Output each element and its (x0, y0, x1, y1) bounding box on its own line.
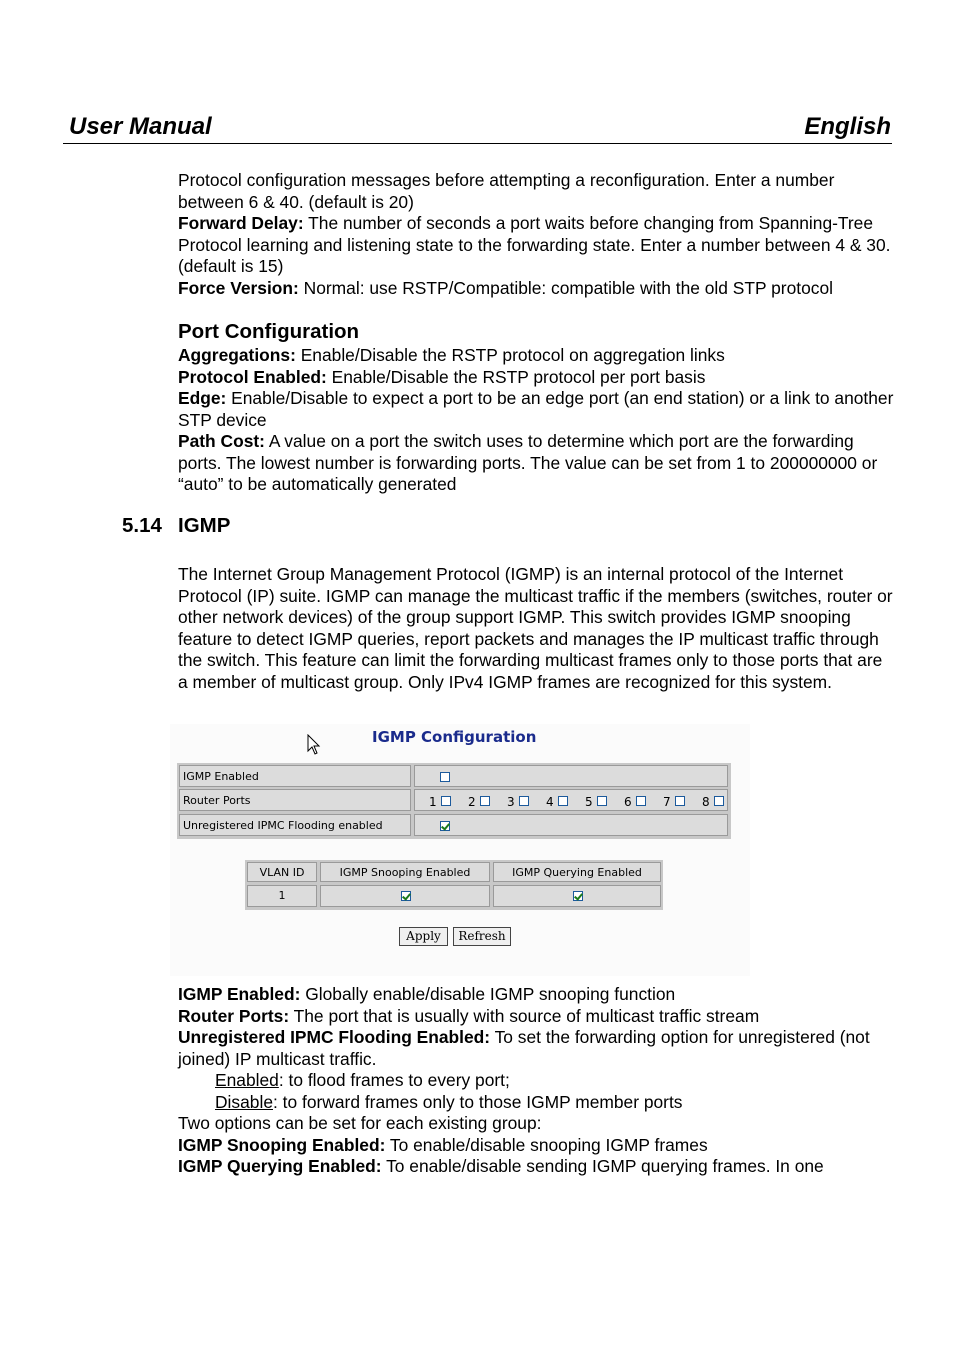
igmp-config-title: IGMP Configuration (372, 728, 537, 746)
forward-delay-paragraph (178, 213, 894, 278)
router-ports-desc-text: The port that is usually with source of multicast traffic stream (289, 1005, 760, 1026)
intro-paragraph: Protocol configuration messages before attempting a reconfiguration. Enter a number between 6 & 40. (default is 20) (178, 170, 835, 212)
protocol-enabled-label: Protocol Enabled: (178, 366, 327, 387)
snooping-header (320, 862, 490, 882)
path-cost-paragraph (178, 431, 894, 496)
aggregations-text: Enable/Disable the RSTP protocol on aggregation links (295, 345, 725, 365)
snooping-header-label: IGMP Snooping Enabled (339, 866, 471, 879)
snooping-desc-label: IGMP Snooping Enabled: (178, 1134, 386, 1155)
querying-cell (493, 885, 661, 907)
router-port-number: 5 (585, 795, 593, 809)
snooping-desc (178, 1135, 894, 1157)
igmp-enabled-desc-label: IGMP Enabled: (178, 984, 301, 1004)
router-ports-label-cell (179, 789, 411, 811)
flooding-desc (178, 1027, 894, 1070)
enabled-option (178, 1070, 894, 1092)
forward-delay-label: Forward Delay: (178, 213, 304, 233)
protocol-enabled-paragraph (178, 367, 894, 389)
router-port-checkbox[interactable] (558, 796, 568, 806)
edge-label: Edge: (178, 388, 227, 408)
vlan-id-cell (247, 885, 317, 907)
router-port-number: 8 (702, 795, 710, 809)
router-port-checkbox[interactable] (675, 796, 685, 806)
router-ports-desc-label: Router Ports: (178, 1005, 290, 1026)
igmp-config-screenshot (170, 724, 750, 976)
header-language: English (804, 113, 891, 140)
snooping-desc-text: To enable/disable snooping IGMP frames (385, 1134, 708, 1155)
router-port-checkbox[interactable] (636, 796, 646, 806)
mouse-pointer-icon (307, 734, 321, 756)
page-header (63, 111, 892, 144)
aggregations-paragraph (178, 345, 894, 367)
querying-desc-label: IGMP Querying Enabled: (178, 1156, 382, 1176)
refresh-button[interactable]: Refresh (453, 927, 511, 946)
path-cost-label: Path Cost: (178, 431, 265, 451)
router-port-checkbox[interactable] (519, 796, 529, 806)
igmp-enabled-label-cell (179, 765, 411, 787)
header-title: User Manual (69, 113, 212, 140)
two-options-text: Two options can be set for each existing group: (178, 1113, 542, 1133)
vlan-id-value: 1 (278, 889, 286, 902)
igmp-enabled-value-cell (414, 765, 728, 787)
router-port-number: 1 (429, 795, 437, 809)
igmp-intro-paragraph: The Internet Group Management Protocol (IGMP) is an internal protocol of the Internet Protocol (IP) suite. IGMP can manage the multicast traffic if the members (switches, router or other network devices) of the group support IGMP. This switch provides IGMP snooping feature to detect IGMP queries, report packets and manages the IP multicast traffic through the switch. This feature can limit the forwarding multicast frames only to those ports that are a member of multicast group. Only IPv4 IGMP frames are recognized for this system. (178, 564, 893, 692)
port-config-block (178, 345, 894, 496)
path-cost-text: A value on a port the switch uses to determine which port are the forwarding ports. The lowest number is forwarding ports. The value can be set from 1 to 200000000 or “auto” to be automatically generated (178, 431, 878, 494)
router-port-number: 6 (624, 795, 632, 809)
igmp-enabled-label: IGMP Enabled (183, 770, 259, 783)
vlan-id-header (247, 862, 317, 882)
flooding-value-cell (414, 814, 728, 836)
igmp-enabled-desc (178, 984, 894, 1006)
querying-header-label: IGMP Querying Enabled (512, 866, 642, 879)
apply-button[interactable]: Apply (399, 927, 448, 946)
forward-delay-text: The number of seconds a port waits before changing from Spanning-Tree Protocol learning and listening state to the forwarding state. Enter a number between 4 & 30. (default is 15) (178, 213, 891, 276)
force-version-text: Normal: use RSTP/Compatible: compatible with the old STP protocol (298, 277, 834, 298)
snooping-cell (320, 885, 490, 907)
router-port-number: 4 (546, 795, 554, 809)
querying-header (493, 862, 661, 882)
router-port-checkbox[interactable] (597, 796, 607, 806)
enabled-option-term: Enabled (215, 1070, 279, 1090)
enabled-option-text: : to flood frames to every port; (278, 1070, 510, 1090)
querying-desc (178, 1156, 894, 1178)
router-port-checkbox[interactable] (441, 796, 451, 806)
edge-text: Enable/Disable to expect a port to be an edge port (an end station) or a link to another STP device (178, 388, 894, 430)
vlan-id-header-label: VLAN ID (259, 866, 305, 879)
router-ports-desc (178, 1006, 894, 1028)
flooding-label-cell (179, 814, 411, 836)
igmp-intro-block (178, 564, 894, 693)
section-number: 5.14 (122, 514, 162, 537)
flooding-checkbox[interactable] (440, 821, 450, 831)
edge-paragraph (178, 388, 894, 431)
vlan-table (245, 860, 663, 910)
router-port-checkbox[interactable] (480, 796, 490, 806)
force-version-label: Force Version: (178, 277, 299, 298)
igmp-description-block (178, 984, 894, 1178)
router-port-number: 7 (663, 795, 671, 809)
igmp-settings-table (177, 763, 731, 839)
section-title: IGMP (178, 514, 231, 537)
disable-option (178, 1092, 894, 1114)
aggregations-label: Aggregations: (178, 345, 296, 365)
disable-option-term: Disable (215, 1091, 273, 1112)
intro-block (178, 170, 894, 299)
flooding-desc-label: Unregistered IPMC Flooding Enabled: (178, 1027, 491, 1047)
disable-option-text: : to forward frames only to those IGMP member ports (273, 1091, 683, 1112)
force-version-paragraph (178, 278, 894, 300)
router-ports-value-cell (414, 789, 728, 811)
igmp-enabled-desc-text: Globally enable/disable IGMP snooping function (300, 984, 676, 1004)
port-config-heading: Port Configuration (178, 320, 360, 343)
router-ports-label: Router Ports (183, 794, 251, 807)
router-port-checkbox[interactable] (714, 796, 724, 806)
igmp-enabled-checkbox[interactable] (440, 772, 450, 782)
protocol-enabled-text: Enable/Disable the RSTP protocol per port basis (326, 366, 706, 387)
flooding-label: Unregistered IPMC Flooding enabled (183, 819, 383, 832)
snooping-checkbox[interactable] (401, 891, 411, 901)
router-port-number: 3 (507, 795, 515, 809)
querying-desc-text: To enable/disable sending IGMP querying frames. In one (381, 1156, 824, 1176)
flooding-desc-text: To set the forwarding option for unregistered (not joined) IP multicast traffic. (178, 1027, 870, 1069)
querying-checkbox[interactable] (573, 891, 583, 901)
router-port-number: 2 (468, 795, 476, 809)
